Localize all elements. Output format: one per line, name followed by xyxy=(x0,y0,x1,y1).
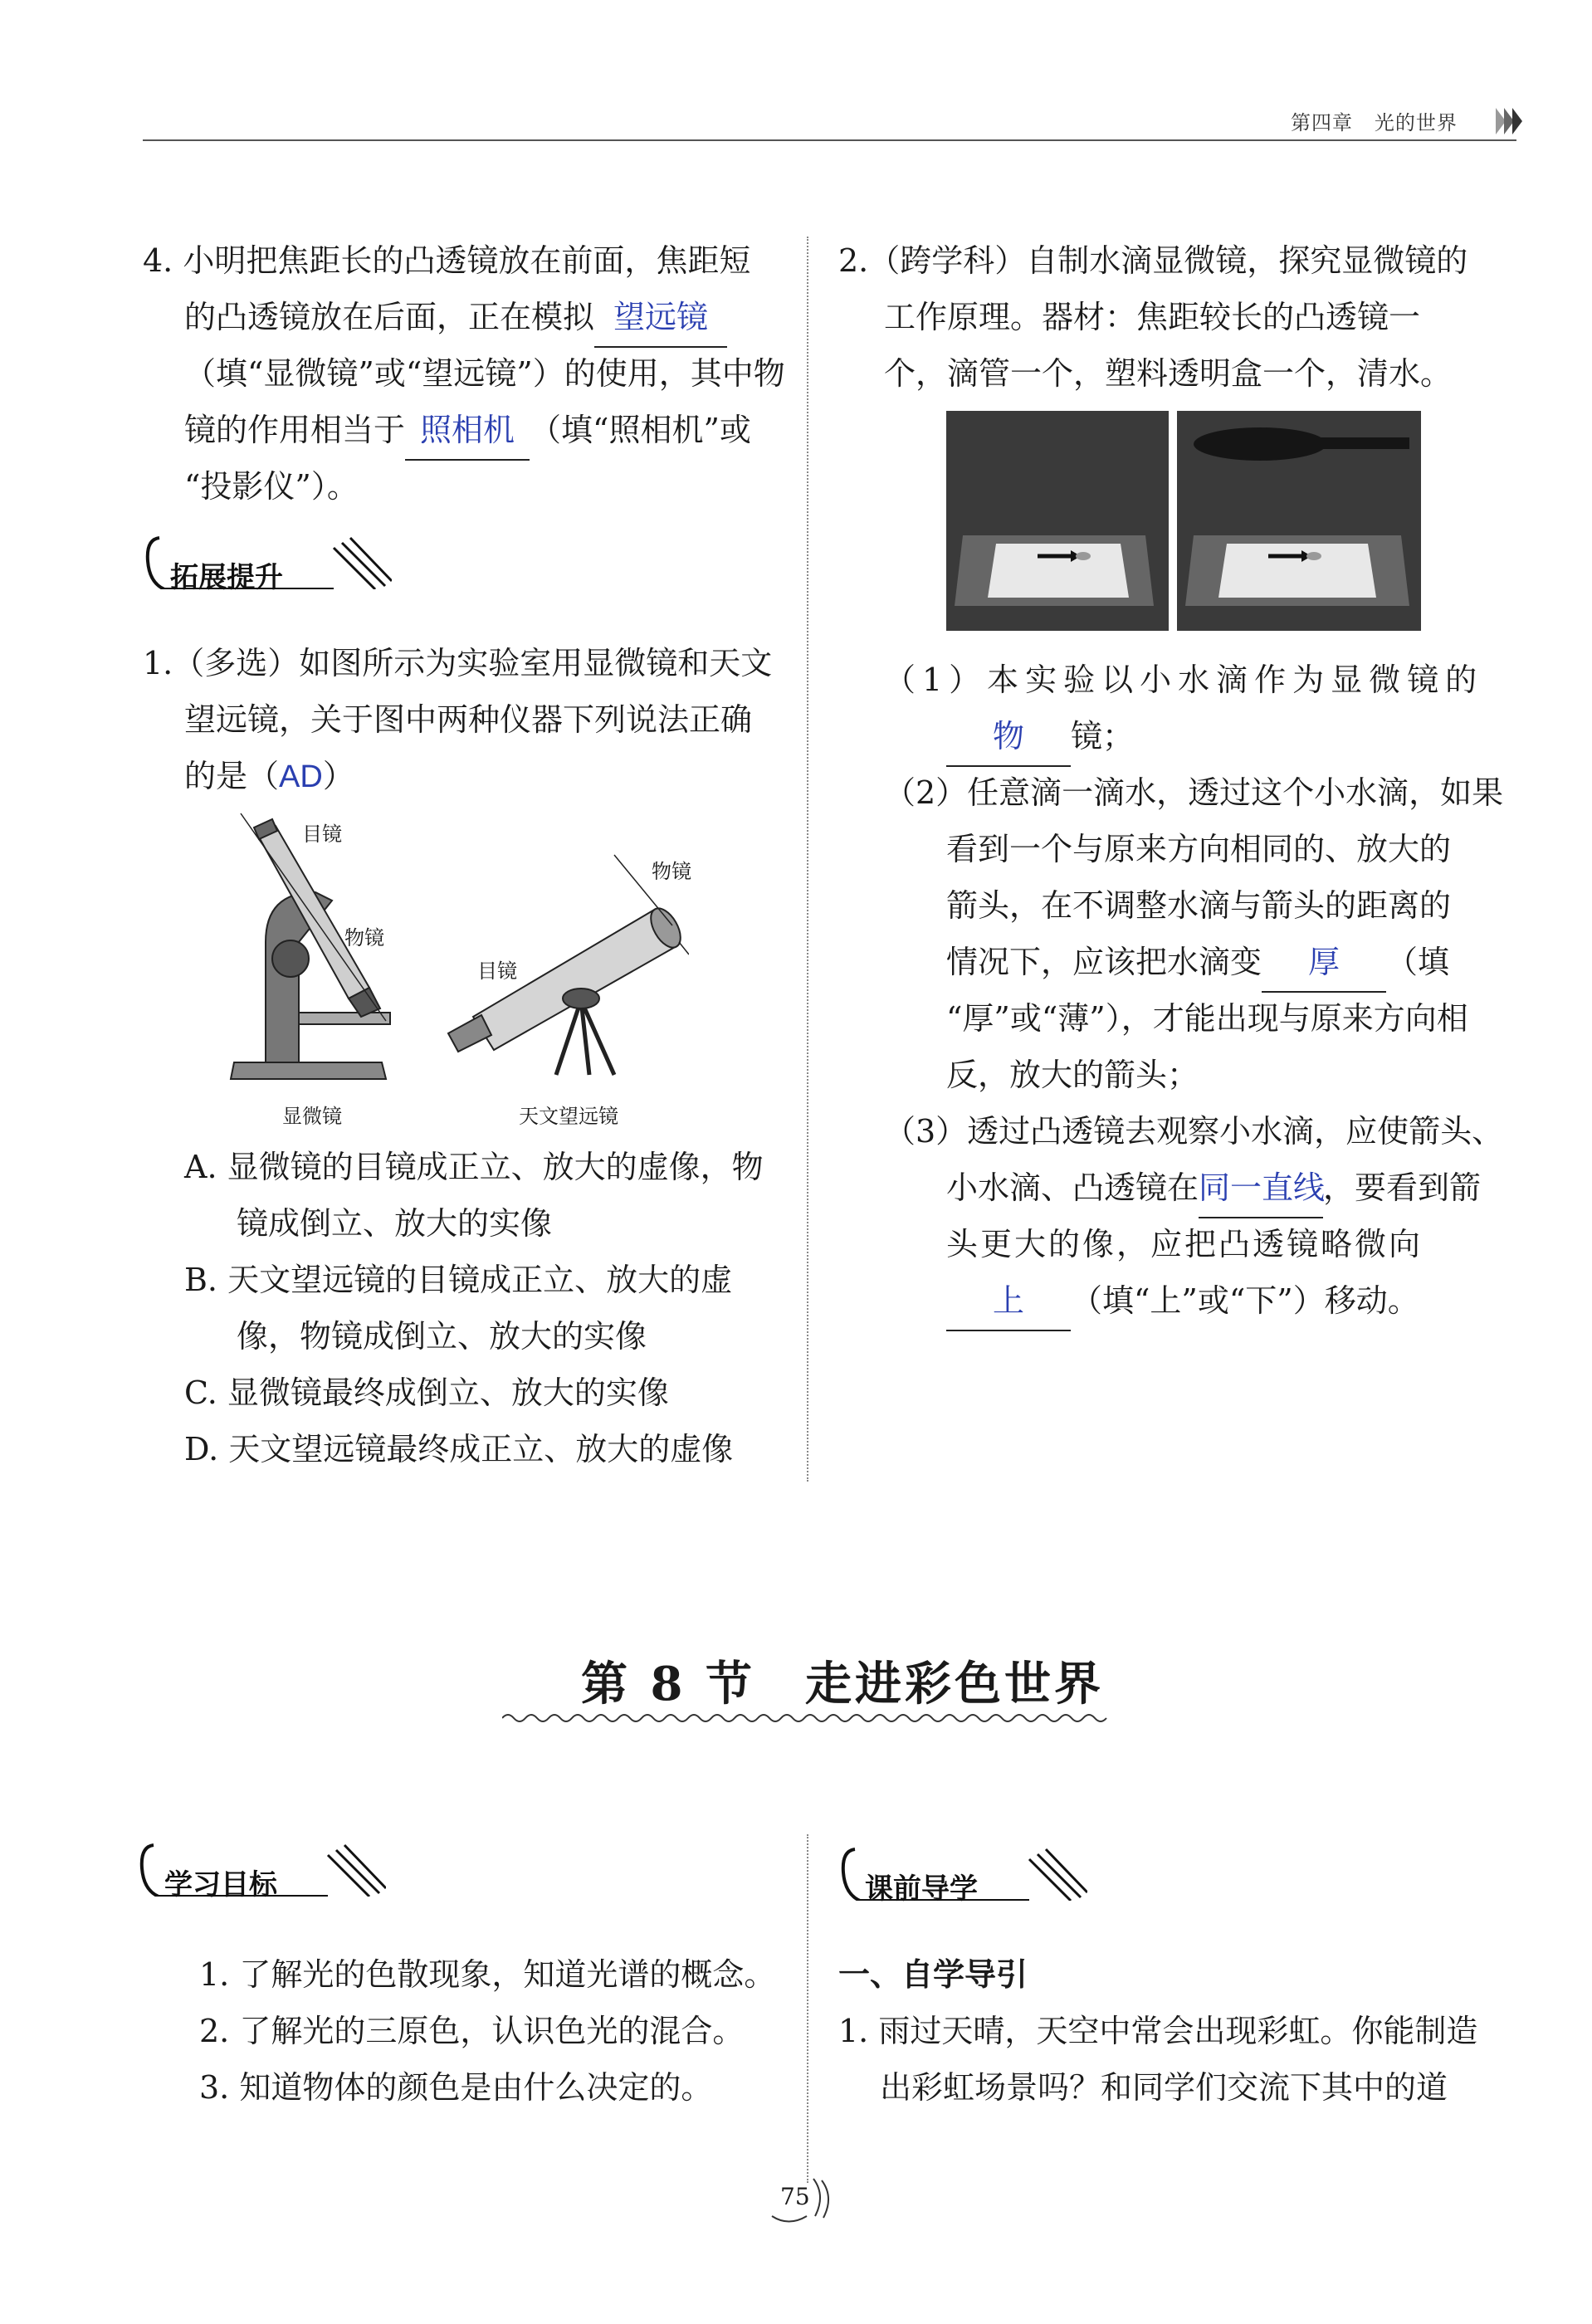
q1-option-a-line2: 镜成倒立、放大的实像 xyxy=(237,1205,553,1242)
q2-part2-line1: （2）任意滴一滴水，透过这个小水滴，如果 xyxy=(884,774,1504,811)
badge-expand-label: 拓展提升 xyxy=(170,561,283,594)
header-rule xyxy=(143,139,1516,141)
telescope-tripod xyxy=(556,1000,614,1075)
label-eyepiece-1: 目镜 xyxy=(302,823,342,846)
label-telescope: 天文望远镜 xyxy=(519,1105,618,1128)
q4-line3: （填“显微镜”或“望远镜”）的使用，其中物 xyxy=(184,355,785,392)
preview-heading: 一、自学导引 xyxy=(838,1956,1028,1993)
q1-option-b-line1: B. 天文望远镜的目镜成正立、放大的虚 xyxy=(184,1262,733,1298)
q4-line2: 的凸透镜放在后面，正在模拟 望远镜 xyxy=(184,289,727,348)
q1-option-a-line1: A. 显微镜的目镜成正立、放大的虚像，物 xyxy=(184,1149,764,1185)
column-divider-2 xyxy=(807,1834,808,2183)
goal-item: 2. 了解光的三原色，认识色光的混合。 xyxy=(199,2013,745,2049)
q1-answer: AD xyxy=(279,759,323,794)
q2-part2-line3: 箭头，在不调整水滴与箭头的距离的 xyxy=(946,887,1452,924)
q1-line3: 的是（AD） xyxy=(184,758,354,794)
q4-answer-telescope: 望远镜 xyxy=(594,290,727,348)
instruments-figure xyxy=(224,809,689,1091)
label-objective-2: 物镜 xyxy=(652,860,691,883)
q1-line2: 望远镜，关于图中两种仪器下列说法正确 xyxy=(184,701,753,738)
chapter-title: 光的世界 xyxy=(1374,111,1458,134)
q1-option-c: C. 显微镜最终成倒立、放大的实像 xyxy=(184,1374,669,1411)
q2-part1-line2: 物 镜； xyxy=(946,708,1134,767)
q2-answer-up: 上 xyxy=(946,1273,1071,1331)
q2-answer-same-line: 同一直线 xyxy=(1199,1160,1323,1218)
q1-option-b-line2: 像，物镜成倒立、放大的实像 xyxy=(237,1318,647,1355)
q2-line2: 工作原理。器材：焦距较长的凸透镜一 xyxy=(884,299,1421,335)
q4-line1: 4. 小明把焦距长的凸透镜放在前面，焦距短 xyxy=(143,242,751,279)
column-divider xyxy=(807,237,808,1482)
chapter-header xyxy=(1291,106,1458,135)
q2-part2-line6: 反，放大的箭头； xyxy=(946,1057,1199,1093)
chapter-number: 第四章 xyxy=(1291,111,1353,134)
q2-part3-line2: 小水滴、凸透镜在同一直线，要看到箭 xyxy=(946,1160,1481,1218)
goal-item: 3. 知道物体的颜色是由什么决定的。 xyxy=(199,2069,713,2106)
microscope-knob xyxy=(272,940,309,977)
label-microscope: 显微镜 xyxy=(282,1105,342,1128)
page-number: 75 xyxy=(780,2183,810,2210)
microscope-stage xyxy=(299,1013,390,1024)
q2-line1: 2.（跨学科）自制水滴显微镜，探究显微镜的 xyxy=(838,242,1468,279)
q2-answer-objective: 物 xyxy=(946,709,1071,767)
q4-line5: “投影仪”）。 xyxy=(184,468,359,505)
badge-preview-label: 课前导学 xyxy=(865,1872,978,1906)
telescope-eyepiece xyxy=(448,1015,491,1052)
q2-part3-line3: 头更大的像，应把凸透镜略微向 xyxy=(946,1226,1424,1262)
goal-item: 1. 了解光的色散现象，知道光谱的概念。 xyxy=(199,1956,776,1993)
experiment-photo-left xyxy=(946,411,1169,631)
microscope-base xyxy=(231,1062,386,1079)
q2-part3-line4: 上 （填“上”或“下”）移动。 xyxy=(946,1272,1419,1331)
q2-answer-thicker: 厚 xyxy=(1262,935,1386,993)
q2-line3: 个，滴管一个，塑料透明盒一个，清水。 xyxy=(884,355,1453,392)
page-number-ornament-icon xyxy=(755,2170,847,2229)
section-title: 第 8 节 走进彩色世界 xyxy=(581,1657,1104,1711)
q4-answer-camera: 照相机 xyxy=(405,403,530,461)
q2-part2-line5: “厚”或“薄”），才能出现与原来方向相 xyxy=(946,1000,1468,1037)
q2-part3-line1: （3）透过凸透镜去观察小水滴，应使箭头、 xyxy=(884,1113,1504,1150)
q2-part2-line4: 情况下，应该把水滴变 厚 （填 xyxy=(946,934,1449,993)
q1-line1: 1.（多选）如图所示为实验室用显微镜和天文 xyxy=(143,645,773,681)
preview-line1: 1. 雨过天晴，天空中常会出现彩虹。你能制造 xyxy=(838,2013,1478,2049)
q4-line4: 镜的作用相当于 照相机 （填“照相机”或 xyxy=(184,402,751,461)
q1-option-d: D. 天文望远镜最终成正立、放大的虚像 xyxy=(184,1431,734,1467)
experiment-photo-right xyxy=(1177,411,1421,631)
header-arrow-icon xyxy=(1494,105,1527,138)
section-title-underline xyxy=(502,1710,1112,1726)
label-eyepiece-2: 目镜 xyxy=(477,959,517,983)
q2-part2-line2: 看到一个与原来方向相同的、放大的 xyxy=(946,831,1452,867)
q2-part1-line1: （1）本实验以小水滴作为显微镜的 xyxy=(884,662,1484,698)
preview-line2: 出彩虹场景吗？和同学们交流下其中的道 xyxy=(880,2069,1448,2106)
badge-goals-label: 学习目标 xyxy=(164,1868,277,1902)
label-objective-1: 物镜 xyxy=(344,926,384,950)
